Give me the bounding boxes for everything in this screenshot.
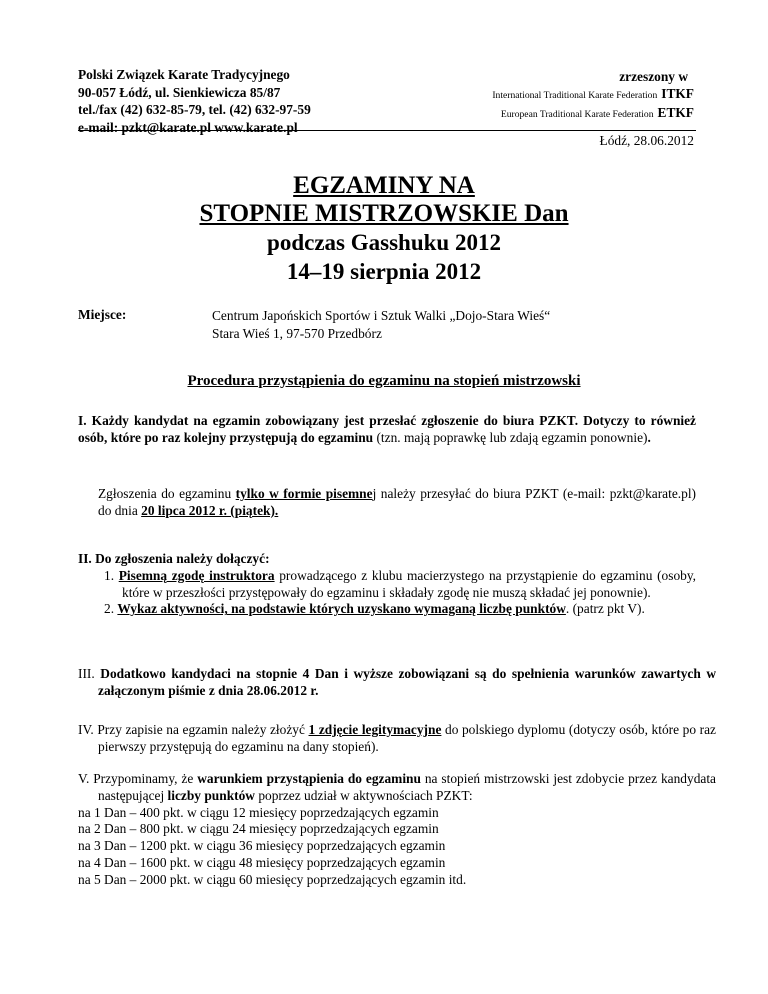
- org-phone: tel./fax (42) 632-85-79, tel. (42) 632-97-59: [78, 102, 311, 117]
- point-2-item-2: 2. Wykaz aktywności, na podstawie których uzyskano wymaganą liczbę punktów. (patrz pkt V).: [104, 601, 645, 617]
- point-3: III. Dodatkowo kandydaci na stopnie 4 Dan i wyższe zobowiązani są do spełnienia warunków zawartych w załączonym piśmie z dnia 28.06.2012 r.: [78, 666, 717, 698]
- header-divider: [78, 130, 696, 131]
- title-line-2: STOPNIE MISTRZOWSKIE Dan: [199, 200, 569, 227]
- points-line-2: na 2 Dan – 800 pkt. w ciągu 24 miesięcy poprzedzających egzamin: [78, 821, 439, 837]
- title-line-4: 14–19 sierpnia 2012: [286, 259, 482, 284]
- document-title: [0, 172, 768, 286]
- document-date: Łódź, 28.06.2012: [599, 133, 694, 148]
- points-line-4: na 4 Dan – 1600 pkt. w ciągu 48 miesięcy poprzedzających egzamin: [78, 854, 446, 870]
- member-of-label: zrzeszony w: [619, 69, 688, 84]
- points-line-3: na 3 Dan – 1200 pkt. w ciągu 36 miesięcy poprzedzających egzamin: [78, 838, 446, 854]
- point-2-heading: II. Do zgłoszenia należy dołączyć:: [78, 551, 270, 566]
- point-5: V. Przypominamy, że warunkiem przystąpienia do egzaminu na stopień mistrzowski jest zdobycie przez kandydata następującej liczby punktów poprzez udział w aktywnościach PZKT: na 1 Dan – 400 pkt. w ciągu 12 miesięcy poprzedzających egzamin na 2 Dan – 800 pkt. w ciągu 24 miesięcy poprzedzających egzamin na 3 Dan – 1200 pkt. w ciągu 36 miesięcy poprzedzających egzamin na 4 Dan – 1600 pkt. w ciągu 48 miesięcy poprzedzających egzamin na 5 Dan – 2000 pkt. w ciągu 60 miesięcy poprzedzających egzamin itd.: [78, 771, 717, 887]
- org-name: Polski Związek Karate Tradycyjnego: [78, 67, 290, 82]
- federation-itkf: International Traditional Karate Federation ITKF: [492, 86, 694, 101]
- section-title: Procedura przystąpienia do egzaminu na stopień mistrzowski: [187, 373, 581, 389]
- point-1-note: Zgłoszenia do egzaminu tylko w formie pisemnej należy przesyłać do biura PZKT (e-mail: pzkt@karate.pl) do dnia 20 lipca 2012 r. (piątek).: [98, 486, 697, 518]
- title-line-1: EGZAMINY NA: [293, 172, 475, 199]
- point-2-item-1: 1. Pisemną zgodę instruktora prowadzącego z klubu macierzystego na przystąpienie do egzaminu (osoby, które w przeszłości przystępowały do egzaminu i składały zgodę nie muszą składać jej ponownie).: [104, 567, 697, 600]
- organization-address: [78, 66, 311, 136]
- org-contact: e-mail: pzkt@karate.pl www.karate.pl: [78, 119, 298, 135]
- point-2: [78, 551, 696, 618]
- place-line-2: Stara Wieś 1, 97-570 Przedbórz: [212, 325, 382, 341]
- place-address: [212, 307, 550, 342]
- place-label: Miejsce:: [78, 307, 127, 322]
- point-4: IV. Przy zapisie na egzamin należy złożyć 1 zdjęcie legitymacyjne do polskiego dyplomu (dotyczy osób, które po raz pierwszy przystępują do egzaminu na dany stopień).: [78, 722, 716, 754]
- title-line-3: podczas Gasshuku 2012: [267, 230, 501, 255]
- federation-etkf: European Traditional Karate Federation ETKF: [500, 105, 694, 120]
- org-street: 90-057 Łódź, ul. Sienkiewicza 85/87: [78, 84, 281, 100]
- point-1: I. Każdy kandydat na egzamin zobowiązany jest przesłać zgłoszenie do biura PZKT. Dotyczy to również osób, które po raz kolejny przystępują do egzaminu (tzn. mają poprawkę lub zdają egzamin ponownie).: [78, 413, 696, 445]
- federation-block: [492, 68, 694, 123]
- points-line-1: na 1 Dan – 400 pkt. w ciągu 12 miesięcy poprzedzających egzamin: [78, 804, 439, 820]
- place-line-1: Centrum Japońskich Sportów i Sztuk Walki „Dojo-Stara Wieś“: [212, 308, 551, 323]
- points-line-5: na 5 Dan – 2000 pkt. w ciągu 60 miesięcy poprzedzających egzamin itd.: [78, 871, 467, 887]
